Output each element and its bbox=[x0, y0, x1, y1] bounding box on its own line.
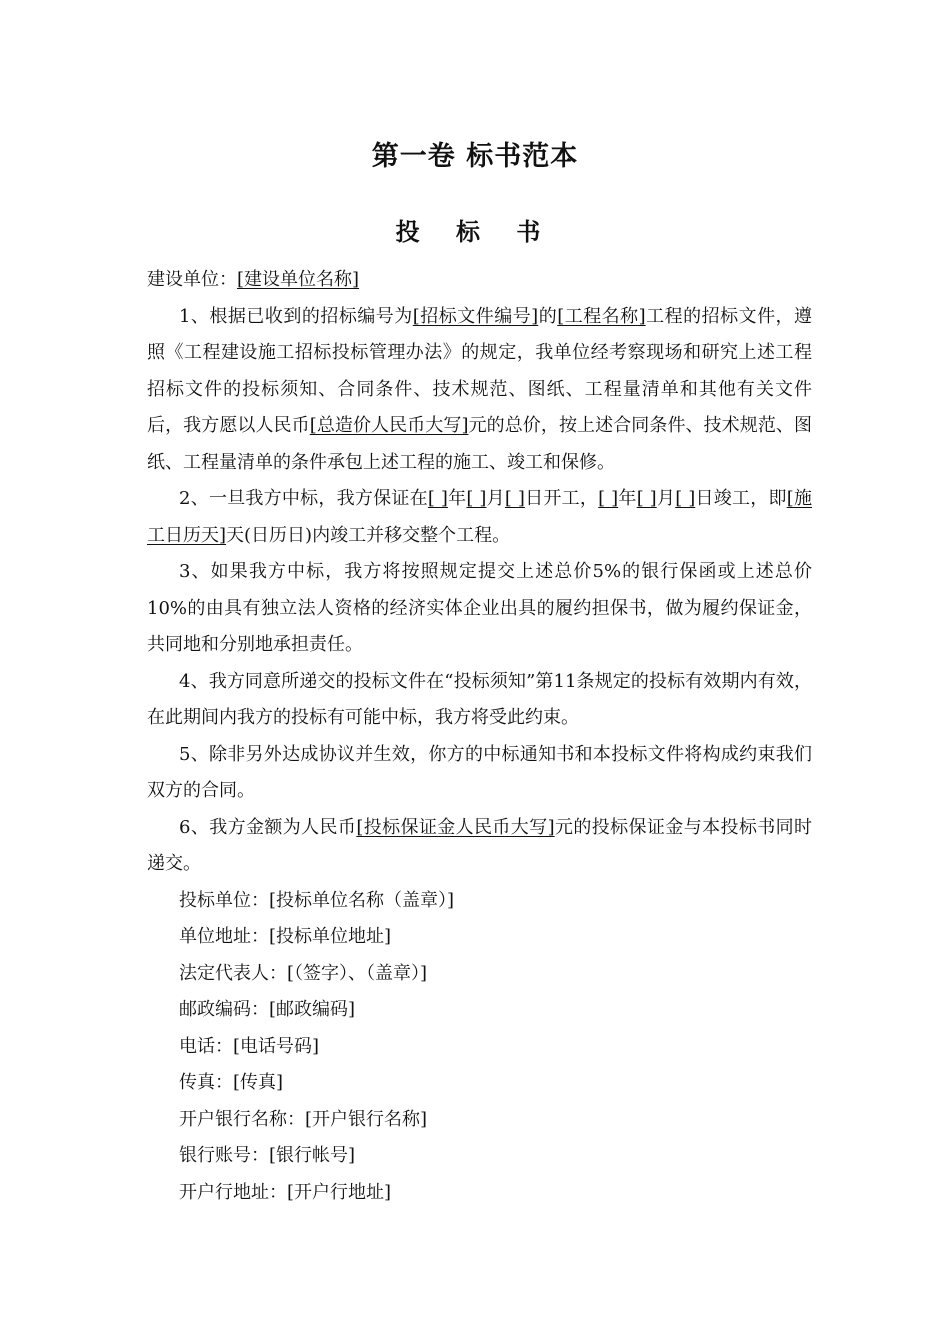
clause-6 bbox=[147, 810, 812, 883]
clause-text: 年 bbox=[618, 488, 637, 509]
clause-text: 天(日历日)内竣工并移交整个工程。 bbox=[226, 524, 511, 546]
clause-text: 日竣工，即 bbox=[695, 488, 787, 509]
clause-text: 元的总价，按上述合同条件、技术规范、图纸、工程量清单的条件承包上述工程的施工、竣工和保修。 bbox=[147, 415, 812, 473]
client-field: [建设单位名称] bbox=[237, 269, 360, 290]
end-year-field: [ ] bbox=[598, 488, 619, 509]
document-body bbox=[147, 262, 812, 1211]
clause-3: 3、如果我方中标，我方将按照规定提交上述总价5%的银行保函或上述总价10%的由具有独立法人资格的经济实体企业出具的履约担保书，做为履约保证金，共同地和分别地承担责任。 bbox=[147, 561, 812, 655]
project-name-field: [工程名称] bbox=[557, 305, 646, 327]
clause-text: 日开工， bbox=[524, 488, 599, 509]
clause-2 bbox=[147, 481, 812, 554]
clause-text: 1、根据已收到的招标编号为 bbox=[179, 305, 413, 327]
tender-number-field: [招标文件编号] bbox=[412, 305, 539, 327]
start-month-field: [ ] bbox=[466, 488, 487, 509]
document-title: 投 标 书 bbox=[395, 218, 555, 246]
info-legal-rep: 法定代表人：[（签字）、（盖章）] bbox=[179, 962, 428, 984]
clause-5: 5、除非另外达成协议并生效，你方的中标通知书和本投标文件将构成约束我们双方的合同。 bbox=[147, 743, 812, 801]
info-phone: 电话：[电话号码] bbox=[179, 1035, 320, 1057]
construction-days-field: [施工日历天] bbox=[147, 488, 812, 546]
info-bidder: 投标单位：[投标单位名称（盖章）] bbox=[179, 889, 455, 911]
info-bank-account: 银行账号：[银行帐号] bbox=[179, 1145, 356, 1166]
client-label: 建设单位： bbox=[147, 269, 237, 290]
clause-text: 工程的招标文件，遵照《工程建设施工招标投标管理办法》的规定，我单位经考察现场和研究上述工程招标文件的投标须知、合同条件、技术规范、图纸、工程量清单和其他有关文件后，我方愿以人民币 bbox=[147, 305, 813, 436]
info-postcode: 邮政编码：[邮政编码] bbox=[179, 999, 356, 1020]
clause-text: 2、一旦我方中标，我方保证在 bbox=[179, 488, 428, 509]
clause-text: 月 bbox=[656, 488, 676, 509]
clause-4: 4、我方同意所递交的投标文件在“投标须知”第11条规定的投标有效期内有效，在此期间内我方的投标有可能中标，我方将受此约束。 bbox=[147, 670, 812, 728]
end-day-field: [ ] bbox=[675, 488, 696, 509]
start-day-field: [ ] bbox=[504, 488, 525, 509]
end-month-field: [ ] bbox=[636, 488, 657, 509]
info-address: 单位地址：[投标单位地址] bbox=[179, 926, 392, 947]
info-fax: 传真：[传真] bbox=[179, 1072, 284, 1093]
clause-text: 6、我方金额为人民币 bbox=[179, 816, 357, 838]
info-bank-name: 开户银行名称：[开户银行名称] bbox=[179, 1108, 428, 1130]
volume-title: 第一卷 标书范本 bbox=[371, 141, 579, 172]
start-year-field: [ ] bbox=[427, 488, 448, 509]
clause-text: 元的投标保证金与本投标书同时递交。 bbox=[147, 816, 813, 874]
clause-text: 的 bbox=[538, 305, 558, 327]
clause-1 bbox=[147, 299, 812, 482]
bid-bond-field: [投标保证金人民币大写] bbox=[356, 816, 555, 838]
clause-text: 年 bbox=[447, 488, 467, 509]
client-line bbox=[147, 262, 812, 299]
total-price-field: [总造价人民币大写] bbox=[309, 415, 469, 436]
clause-text: 月 bbox=[486, 488, 505, 509]
info-bank-address: 开户行地址：[开户行地址] bbox=[179, 1181, 392, 1203]
